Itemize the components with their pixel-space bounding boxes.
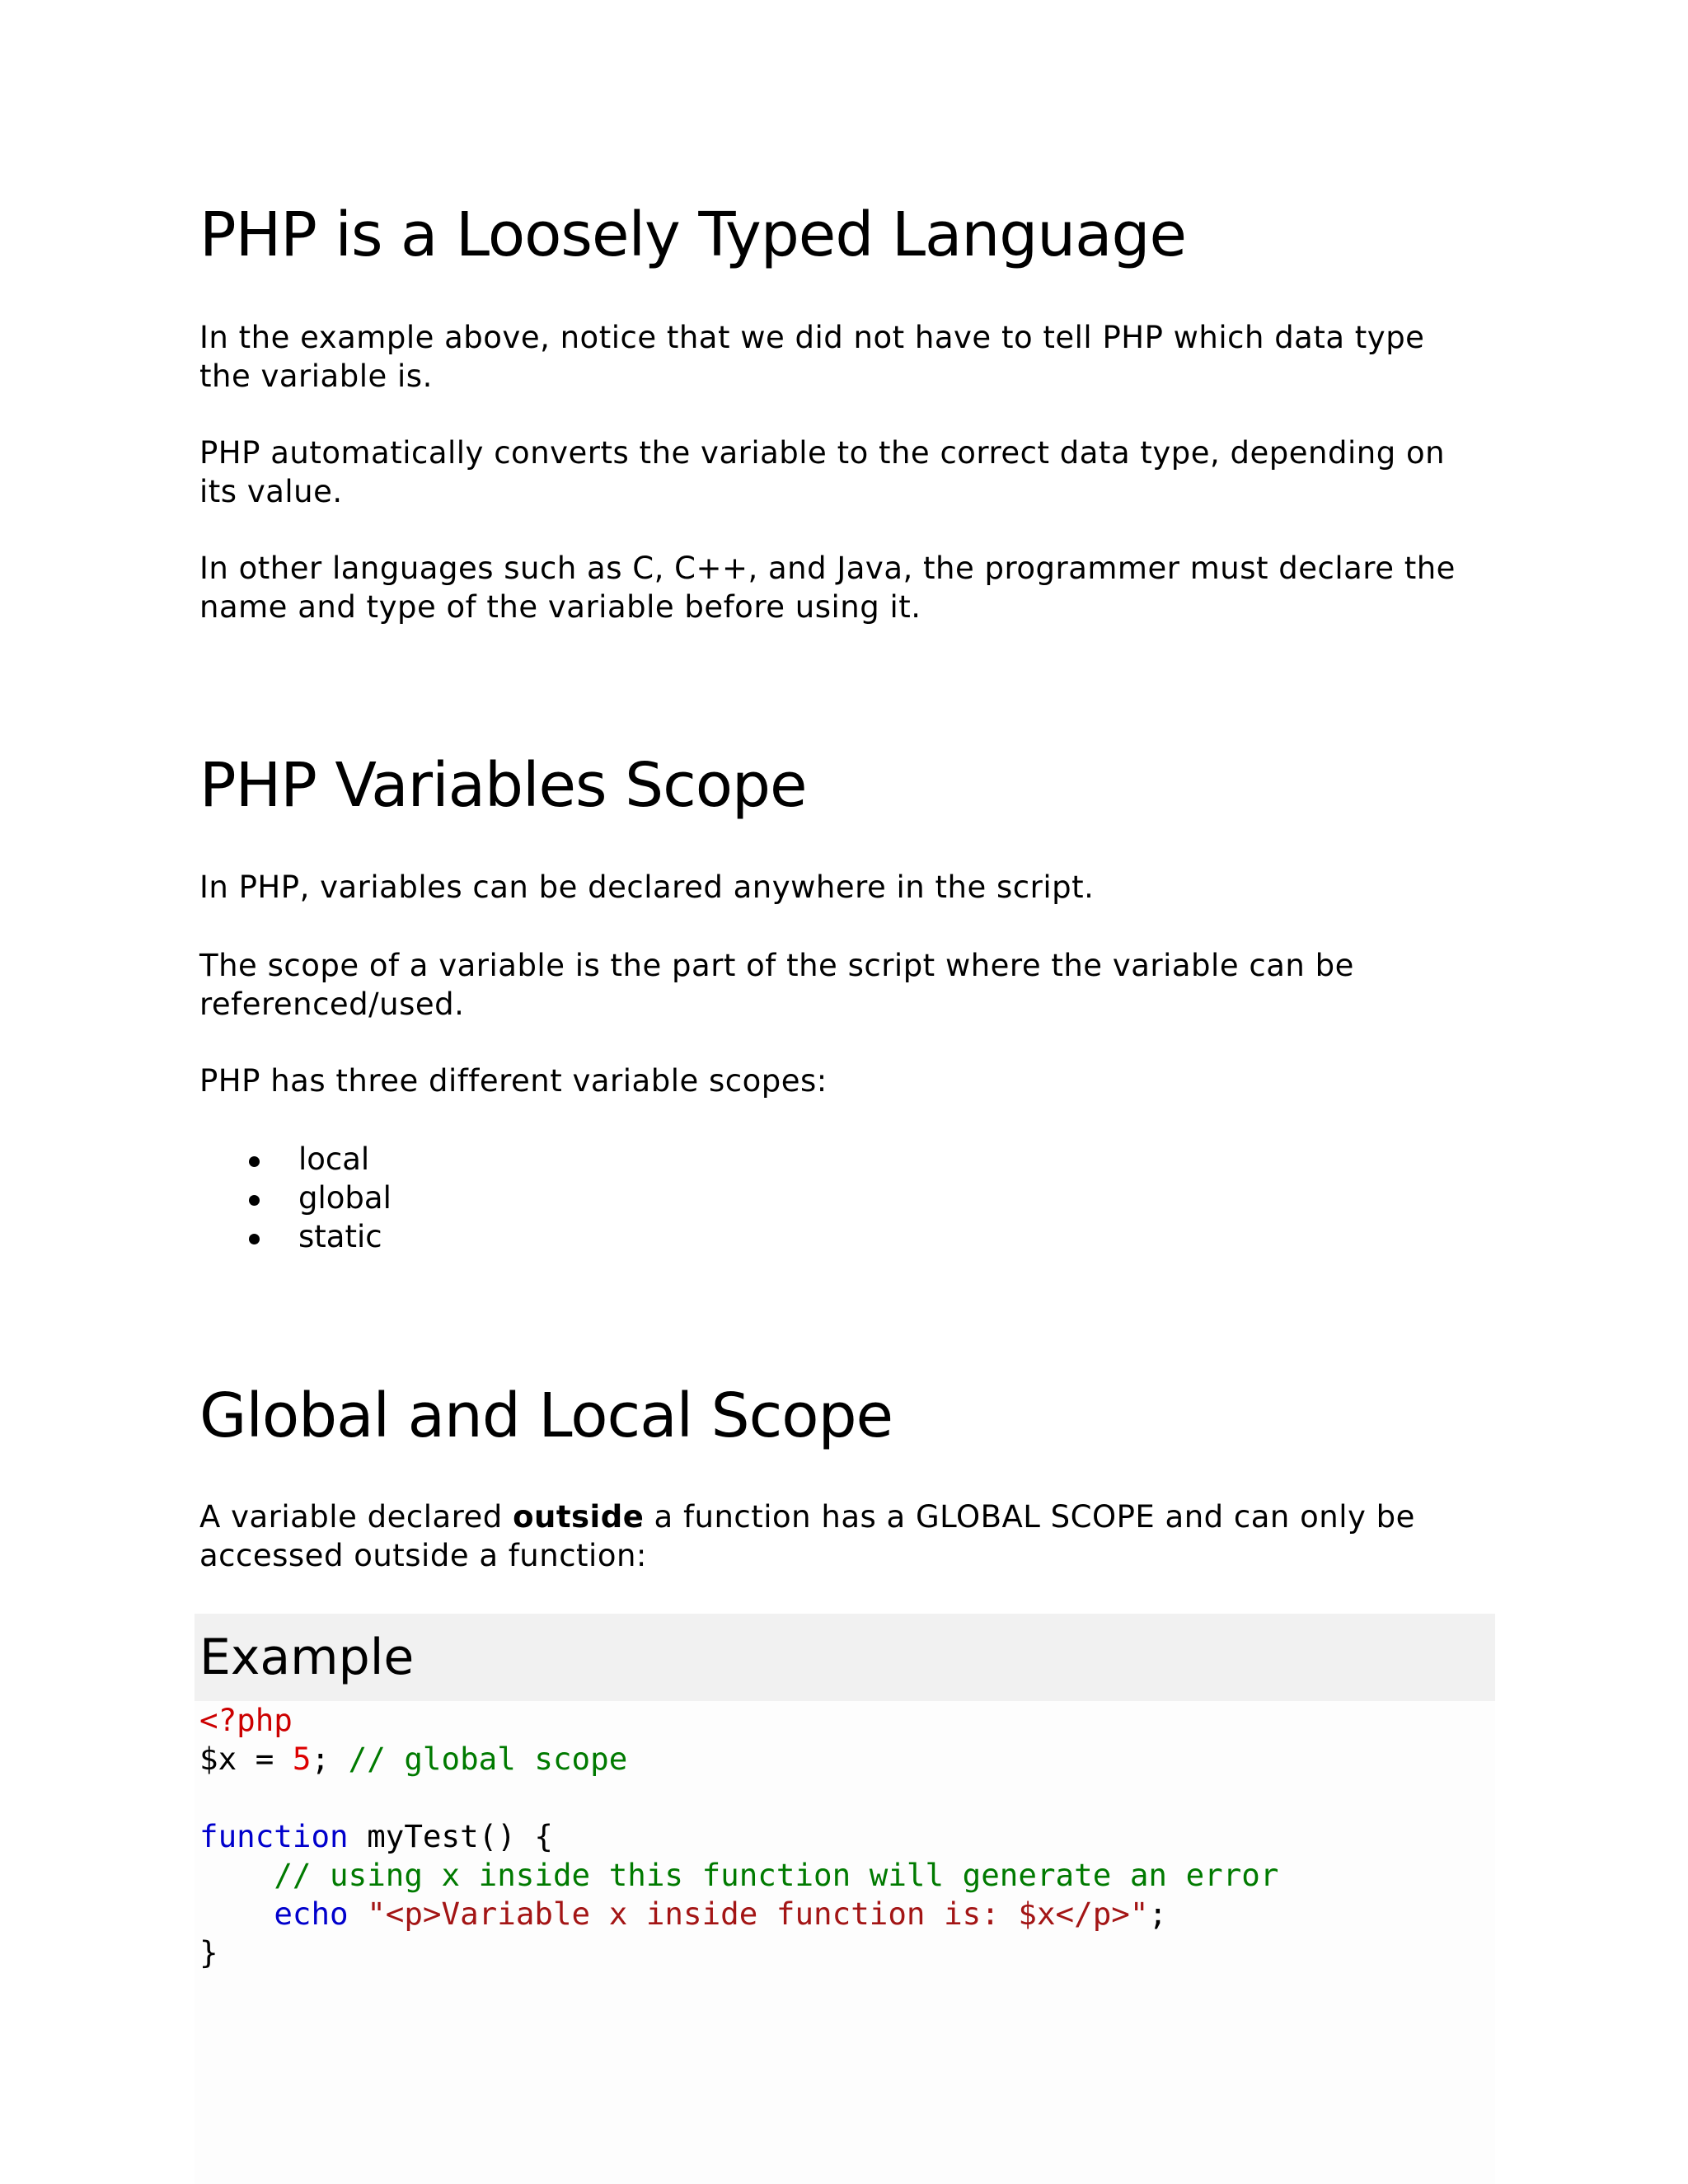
code-semicolon: ; — [1148, 1896, 1168, 1932]
paragraph-text: A variable declared — [199, 1499, 513, 1535]
code-keyword: function — [199, 1818, 349, 1854]
code-number: 5 — [292, 1741, 312, 1777]
code-keyword: echo — [274, 1896, 349, 1932]
code-block — [199, 1701, 1278, 1972]
example-title: Example — [199, 1629, 415, 1686]
paragraph-scope-definition: The scope of a variable is the part of the script where the variable can be referenced/used. — [199, 948, 1354, 1022]
list-item — [199, 1217, 392, 1256]
example-header — [195, 1614, 1495, 1701]
code-semicolon: ; — [311, 1741, 331, 1777]
list-item-label: global — [298, 1180, 392, 1216]
code-line-blank — [199, 1779, 1278, 1817]
paragraph-global-scope — [199, 1497, 1485, 1575]
bullet-icon — [249, 1234, 260, 1244]
code-comment: // using x inside this function will generate an error — [274, 1857, 1279, 1893]
paragraph-other-languages: In other languages such as C, C++, and Java, the programmer must declare the name and type of the variable before using it. — [199, 551, 1456, 625]
emphasis-outside: outside — [513, 1499, 645, 1535]
paragraph-three-scopes: PHP has three different variable scopes: — [199, 1063, 828, 1099]
bullet-icon — [249, 1195, 260, 1206]
code-line — [199, 1740, 1278, 1779]
list-item — [199, 1140, 392, 1179]
heading-global-local-scope: Global and Local Scope — [199, 1380, 893, 1451]
paragraph-no-type-declaration: In the example above, notice that we did not have to tell PHP which data type the variable is. — [199, 320, 1425, 394]
scope-list — [199, 1140, 392, 1256]
code-operator: = — [237, 1741, 293, 1777]
paragraph-automatic-conversion: PHP automatically converts the variable to the correct data type, depending on its value. — [199, 435, 1446, 509]
code-function-signature: myTest() { — [348, 1818, 553, 1854]
code-line — [199, 1856, 1278, 1895]
list-item-label: local — [298, 1141, 370, 1177]
php-open-tag: <?php — [199, 1702, 293, 1738]
code-line — [199, 1817, 1278, 1856]
code-line — [199, 1895, 1278, 1933]
code-indent — [199, 1896, 274, 1932]
heading-variables-scope: PHP Variables Scope — [199, 750, 807, 821]
bullet-icon — [249, 1156, 260, 1167]
paragraph-declared-anywhere: In PHP, variables can be declared anywhere in the script. — [199, 869, 1095, 905]
code-comment: // global scope — [348, 1741, 628, 1777]
code-line — [199, 1933, 1278, 1972]
code-close-brace: } — [199, 1934, 218, 1971]
list-item-label: static — [298, 1219, 382, 1254]
code-variable: $x — [199, 1741, 237, 1777]
list-item — [199, 1179, 392, 1217]
code-indent — [199, 1857, 274, 1893]
code-line — [199, 1701, 1278, 1740]
heading-loosely-typed: PHP is a Loosely Typed Language — [199, 199, 1187, 270]
paragraph-text: a function has a GLOBAL SCOPE and can only be accessed outside a function: — [199, 1499, 1415, 1573]
code-string: "<p>Variable x inside function is: $x</p>" — [367, 1896, 1149, 1932]
